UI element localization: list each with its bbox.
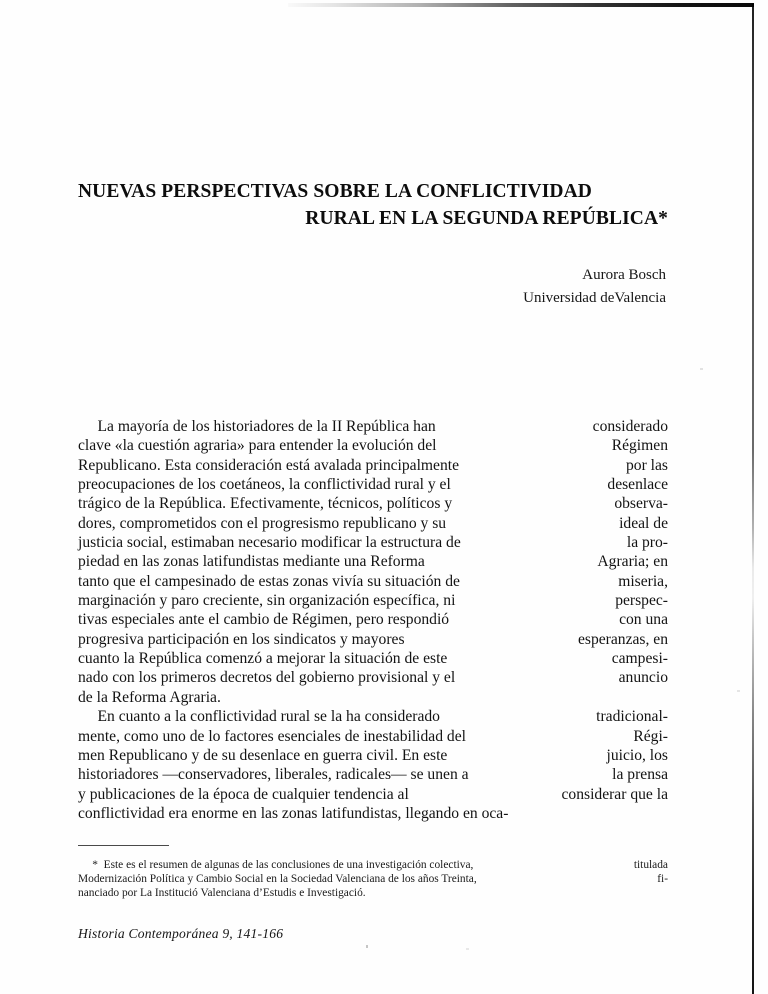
body-line: La mayoría de los historiadores de la II República han considerado (78, 418, 668, 435)
scan-artifact-top-edge (288, 3, 754, 7)
scan-speck (466, 948, 469, 950)
body-line: justicia social, estimaban necesario modificar la estructura de la pro- (78, 534, 668, 552)
page-title-line-2: RURAL EN LA SEGUNDA REPÚBLICA* (305, 208, 668, 229)
body-line: historiadores —conservadores, liberales, radicales— se unen a la prensa (78, 766, 668, 784)
body-line: trágico de la República. Efectivamente, técnicos, políticos y observa- (78, 495, 668, 513)
body-line: En cuanto a la conflictividad rural se la ha considerado tradicional- (78, 708, 668, 726)
body-paragraph-1 (78, 417, 668, 707)
footnote-separator-rule (78, 845, 169, 846)
scan-speck (700, 368, 703, 370)
body-line: tivas especiales ante el cambio de Régimen, pero respondió con una (78, 611, 668, 629)
body-line: mente, como uno de lo factores esenciales de inestabilidad del Régi- (78, 727, 668, 745)
body-line: preocupaciones de los coetáneos, la conflictividad rural y el desenlace (78, 476, 668, 494)
body-line: de la Reforma Agraria. (78, 688, 221, 706)
body-line: conflictividad era enorme en las zonas latifundistas, llegando en oca- (78, 804, 509, 822)
footnote-text (78, 858, 668, 901)
body-line: progresiva participación en los sindicatos y mayores esperanzas, en (78, 630, 668, 648)
body-line: dores, comprometidos con el progresismo republicano y su ideal de (78, 514, 668, 532)
article-body (78, 417, 668, 823)
author-affiliation: Universidad deValencia (523, 290, 666, 306)
body-line: piedad en las zonas latifundistas mediante una Reforma Agraria; en (78, 553, 668, 571)
body-line: y publicaciones de la época de cualquier tendencia al considerar que la (78, 785, 668, 803)
page-title (78, 178, 668, 232)
body-line: tanto que el campesinado de estas zonas vivía su situación de miseria, (78, 572, 668, 590)
author-block (78, 264, 666, 310)
journal-citation: Historia Contemporánea 9, 141-166 (78, 926, 284, 941)
body-line: men Republicano y de su desenlace en guerra civil. En este juicio, los (78, 746, 668, 764)
footnote-line: * Este es el resumen de algunas de las conclusiones de una investigación colectiva, titulada (78, 859, 668, 871)
page-title-line-1: NUEVAS PERSPECTIVAS SOBRE LA CONFLICTIVIDAD (78, 181, 592, 202)
scan-speck (737, 690, 740, 692)
body-line: marginación y paro creciente, sin organización específica, ni perspec- (78, 592, 668, 610)
author-name: Aurora Bosch (582, 267, 666, 283)
body-line: nado con los primeros decretos del gobierno provisional y el anuncio (78, 669, 668, 687)
body-paragraph-2 (78, 707, 668, 823)
body-line: cuanto la República comenzó a mejorar la situación de este campesi- (78, 650, 668, 668)
scan-artifact-right-edge (752, 4, 754, 994)
footnote-line: nanciado por La Institució Valenciana d’Estudis e Investigació. (78, 887, 366, 900)
scan-speck (366, 945, 368, 948)
body-line: Republicano. Esta consideración está avalada principalmente por las (78, 456, 668, 474)
body-line: clave «la cuestión agraria» para entender la evolución del Régimen (78, 437, 668, 455)
footnote-line: Modernización Política y Cambio Social en la Sociedad Valenciana de los años Treinta, fi- (78, 873, 668, 886)
